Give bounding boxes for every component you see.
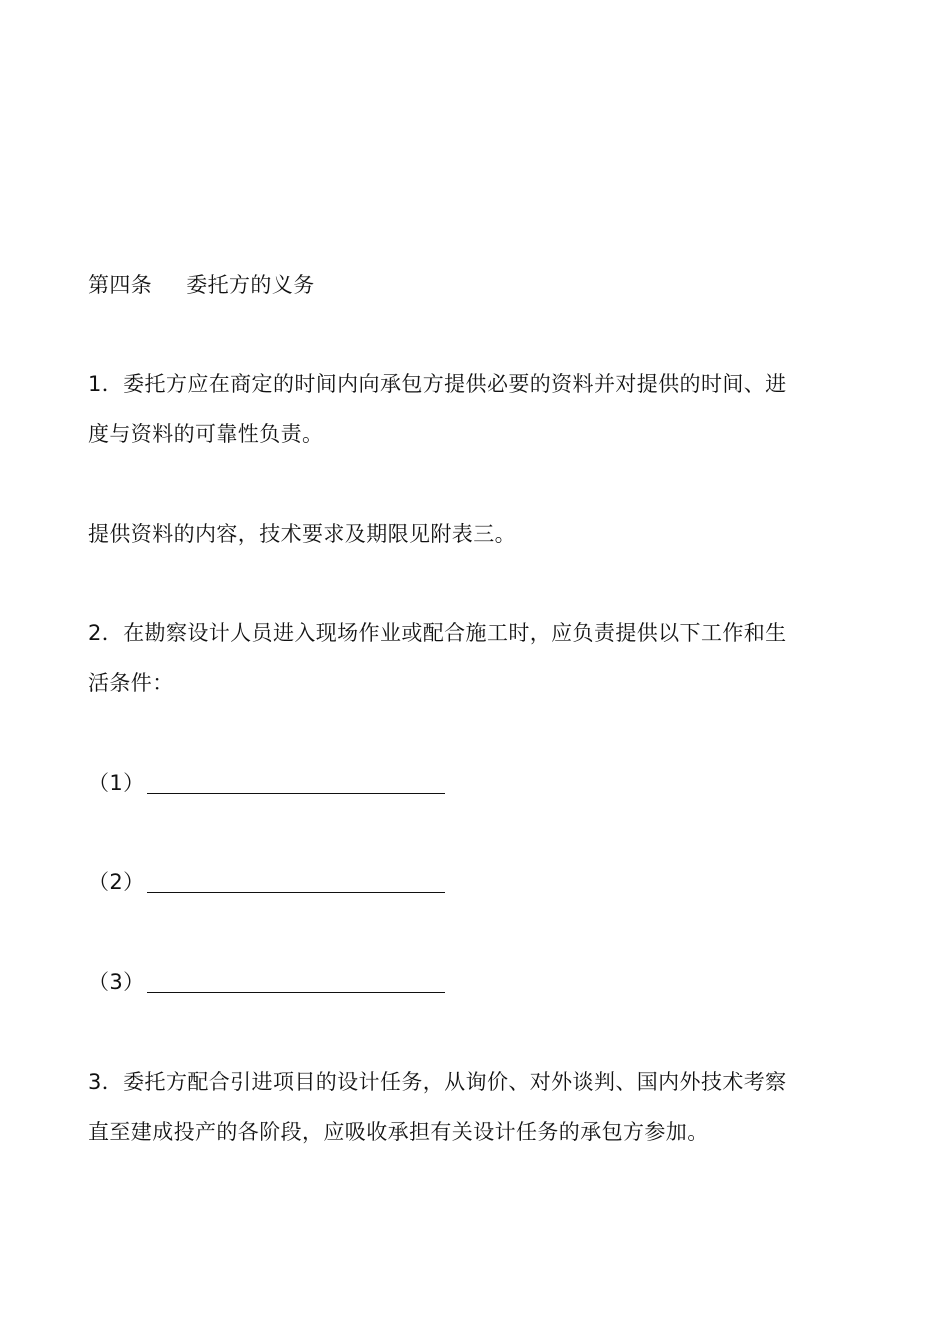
article-number: 第四条: [88, 273, 153, 297]
paragraph-1-line-1: 1．委托方应在商定的时间内向承包方提供必要的资料并对提供的时间、进: [88, 372, 787, 396]
fill-blank-line[interactable]: [147, 771, 445, 794]
paragraph-4-line-1: 3．委托方配合引进项目的设计任务，从询价、对外谈判、国内外技术考察: [88, 1070, 787, 1094]
paragraph-1-line-2: 度与资料的可靠性负责。: [88, 422, 324, 446]
fill-blank-line[interactable]: [147, 970, 445, 993]
fill-item-3: [88, 966, 878, 998]
paragraph-3-line-2: 活条件：: [88, 671, 174, 695]
fill-item-1: [88, 767, 878, 799]
fill-blank-line[interactable]: [147, 870, 445, 893]
fill-item-2: [88, 866, 878, 898]
article-heading: [88, 269, 878, 301]
paragraph-3-line-1: 2．在勘察设计人员进入现场作业或配合施工时，应负责提供以下工作和生: [88, 621, 787, 645]
fill-item-label: （1）: [88, 771, 145, 795]
article-title: 委托方的义务: [186, 273, 315, 297]
paragraph-4-line-2: 直至建成投产的各阶段，应吸收承担有关设计任务的承包方参加。: [88, 1120, 709, 1144]
fill-item-label: （2）: [88, 870, 145, 894]
paragraph-2: 提供资料的内容，技术要求及期限见附表三。: [88, 522, 516, 546]
fill-item-label: （3）: [88, 970, 145, 994]
